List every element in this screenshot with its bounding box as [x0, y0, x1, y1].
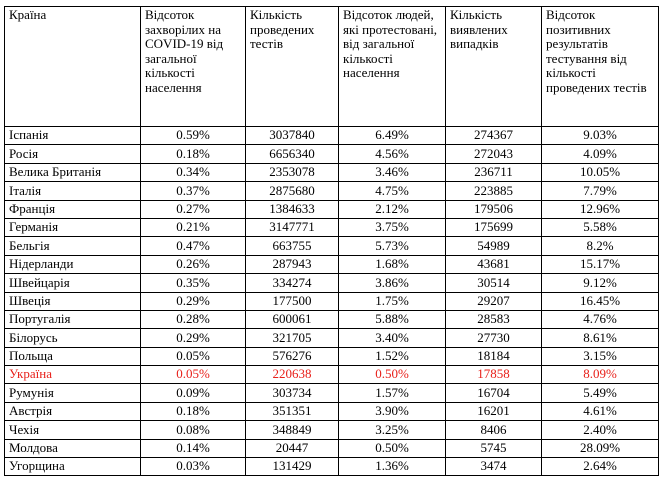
cell-tested-pct: 5.88% — [339, 310, 446, 328]
cell-cases: 27730 — [446, 329, 542, 347]
cell-cases: 3474 — [446, 458, 542, 476]
cell-positive-pct: 9.12% — [542, 274, 659, 292]
cell-tests: 6656340 — [246, 145, 339, 163]
table-row — [5, 292, 659, 310]
cell-tested-pct: 3.86% — [339, 274, 446, 292]
cell-country: Португалія — [5, 310, 141, 328]
cell-cases: 236711 — [446, 163, 542, 181]
cell-tests: 348849 — [246, 421, 339, 439]
cell-positive-pct: 4.09% — [542, 145, 659, 163]
cell-infected-pct: 0.37% — [141, 182, 246, 200]
cell-positive-pct: 15.17% — [542, 255, 659, 273]
cell-tests: 3147771 — [246, 218, 339, 236]
cell-infected-pct: 0.14% — [141, 439, 246, 457]
cell-infected-pct: 0.26% — [141, 255, 246, 273]
cell-infected-pct: 0.59% — [141, 127, 246, 145]
cell-cases: 54989 — [446, 237, 542, 255]
table-row — [5, 163, 659, 181]
covid-stats-table — [4, 6, 659, 476]
cell-infected-pct: 0.18% — [141, 402, 246, 420]
cell-tested-pct: 1.52% — [339, 347, 446, 365]
cell-infected-pct: 0.29% — [141, 292, 246, 310]
cell-tests: 321705 — [246, 329, 339, 347]
cell-cases: 16201 — [446, 402, 542, 420]
cell-cases: 274367 — [446, 127, 542, 145]
cell-positive-pct: 10.05% — [542, 163, 659, 181]
cell-tested-pct: 5.73% — [339, 237, 446, 255]
table-row — [5, 329, 659, 347]
cell-country: Італія — [5, 182, 141, 200]
cell-positive-pct: 2.64% — [542, 458, 659, 476]
cell-positive-pct: 2.40% — [542, 421, 659, 439]
cell-tested-pct: 3.40% — [339, 329, 446, 347]
cell-cases: 223885 — [446, 182, 542, 200]
cell-positive-pct: 9.03% — [542, 127, 659, 145]
cell-positive-pct: 5.58% — [542, 218, 659, 236]
table-row — [5, 458, 659, 476]
cell-infected-pct: 0.28% — [141, 310, 246, 328]
cell-country: Австрія — [5, 402, 141, 420]
cell-tests: 663755 — [246, 237, 339, 255]
cell-cases: 8406 — [446, 421, 542, 439]
cell-tests: 2875680 — [246, 182, 339, 200]
cell-country: Росія — [5, 145, 141, 163]
cell-cases: 17858 — [446, 366, 542, 384]
cell-country: Велика Британія — [5, 163, 141, 181]
cell-infected-pct: 0.21% — [141, 218, 246, 236]
table-row — [5, 402, 659, 420]
header-tests: Кількість проведених тестів — [246, 7, 339, 127]
cell-tests: 287943 — [246, 255, 339, 273]
header-infected-pct: Відсоток захворілих на COVID-19 від загальної кількості населення — [141, 7, 246, 127]
header-tested-pct: Відсоток людей, які протестовані, від загальної кількості населення — [339, 7, 446, 127]
cell-cases: 29207 — [446, 292, 542, 310]
header-country: Країна — [5, 7, 141, 127]
table-row — [5, 347, 659, 365]
cell-infected-pct: 0.34% — [141, 163, 246, 181]
cell-country: Нідерланди — [5, 255, 141, 273]
cell-tested-pct: 0.50% — [339, 439, 446, 457]
cell-tests: 576276 — [246, 347, 339, 365]
cell-cases: 5745 — [446, 439, 542, 457]
table-row — [5, 310, 659, 328]
cell-tested-pct: 3.90% — [339, 402, 446, 420]
cell-country: Польща — [5, 347, 141, 365]
cell-cases: 179506 — [446, 200, 542, 218]
cell-country: Молдова — [5, 439, 141, 457]
cell-tests: 3037840 — [246, 127, 339, 145]
cell-tests: 303734 — [246, 384, 339, 402]
cell-cases: 272043 — [446, 145, 542, 163]
table-row — [5, 127, 659, 145]
header-positive-pct: Відсоток позитивних результатів тестування від кількості проведених тестів — [542, 7, 659, 127]
table-row — [5, 200, 659, 218]
cell-tested-pct: 6.49% — [339, 127, 446, 145]
cell-country: Швейцарія — [5, 274, 141, 292]
cell-cases: 16704 — [446, 384, 542, 402]
cell-country: Чехія — [5, 421, 141, 439]
cell-infected-pct: 0.03% — [141, 458, 246, 476]
header-row — [5, 7, 659, 127]
cell-country: Бельгія — [5, 237, 141, 255]
cell-country: Швеція — [5, 292, 141, 310]
cell-cases: 18184 — [446, 347, 542, 365]
table-row — [5, 439, 659, 457]
cell-infected-pct: 0.29% — [141, 329, 246, 347]
cell-tests: 131429 — [246, 458, 339, 476]
cell-tested-pct: 4.56% — [339, 145, 446, 163]
cell-country: Франція — [5, 200, 141, 218]
cell-positive-pct: 4.61% — [542, 402, 659, 420]
cell-infected-pct: 0.47% — [141, 237, 246, 255]
cell-infected-pct: 0.35% — [141, 274, 246, 292]
cell-country: Румунія — [5, 384, 141, 402]
table-header — [5, 7, 659, 127]
cell-tests: 177500 — [246, 292, 339, 310]
document-page — [4, 6, 661, 476]
cell-positive-pct: 7.79% — [542, 182, 659, 200]
cell-tested-pct: 1.75% — [339, 292, 446, 310]
cell-cases: 28583 — [446, 310, 542, 328]
cell-positive-pct: 12.96% — [542, 200, 659, 218]
cell-tested-pct: 0.50% — [339, 366, 446, 384]
cell-tested-pct: 4.75% — [339, 182, 446, 200]
table-row — [5, 274, 659, 292]
cell-country: Германія — [5, 218, 141, 236]
cell-positive-pct: 8.09% — [542, 366, 659, 384]
cell-country: Україна — [5, 366, 141, 384]
cell-tested-pct: 3.46% — [339, 163, 446, 181]
cell-country: Білорусь — [5, 329, 141, 347]
table-row — [5, 237, 659, 255]
cell-infected-pct: 0.09% — [141, 384, 246, 402]
cell-positive-pct: 5.49% — [542, 384, 659, 402]
cell-positive-pct: 3.15% — [542, 347, 659, 365]
table-row — [5, 218, 659, 236]
cell-positive-pct: 4.76% — [542, 310, 659, 328]
cell-tests: 600061 — [246, 310, 339, 328]
cell-tests: 220638 — [246, 366, 339, 384]
cell-country: Угорщина — [5, 458, 141, 476]
cell-infected-pct: 0.05% — [141, 366, 246, 384]
table-row — [5, 384, 659, 402]
cell-tested-pct: 2.12% — [339, 200, 446, 218]
cell-cases: 30514 — [446, 274, 542, 292]
cell-infected-pct: 0.08% — [141, 421, 246, 439]
cell-country: Іспанія — [5, 127, 141, 145]
cell-cases: 43681 — [446, 255, 542, 273]
cell-infected-pct: 0.05% — [141, 347, 246, 365]
cell-tests: 1384633 — [246, 200, 339, 218]
cell-tested-pct: 3.75% — [339, 218, 446, 236]
cell-positive-pct: 16.45% — [542, 292, 659, 310]
cell-positive-pct: 8.61% — [542, 329, 659, 347]
cell-tests: 2353078 — [246, 163, 339, 181]
table-body — [5, 127, 659, 476]
cell-tests: 334274 — [246, 274, 339, 292]
table-row — [5, 421, 659, 439]
cell-tested-pct: 1.68% — [339, 255, 446, 273]
cell-tested-pct: 1.36% — [339, 458, 446, 476]
table-row — [5, 255, 659, 273]
table-row — [5, 145, 659, 163]
cell-positive-pct: 8.2% — [542, 237, 659, 255]
table-row — [5, 366, 659, 384]
cell-infected-pct: 0.18% — [141, 145, 246, 163]
cell-tested-pct: 3.25% — [339, 421, 446, 439]
cell-infected-pct: 0.27% — [141, 200, 246, 218]
cell-tests: 20447 — [246, 439, 339, 457]
cell-positive-pct: 28.09% — [542, 439, 659, 457]
table-row — [5, 182, 659, 200]
cell-cases: 175699 — [446, 218, 542, 236]
cell-tests: 351351 — [246, 402, 339, 420]
header-cases: Кількість виявлених випадків — [446, 7, 542, 127]
cell-tested-pct: 1.57% — [339, 384, 446, 402]
